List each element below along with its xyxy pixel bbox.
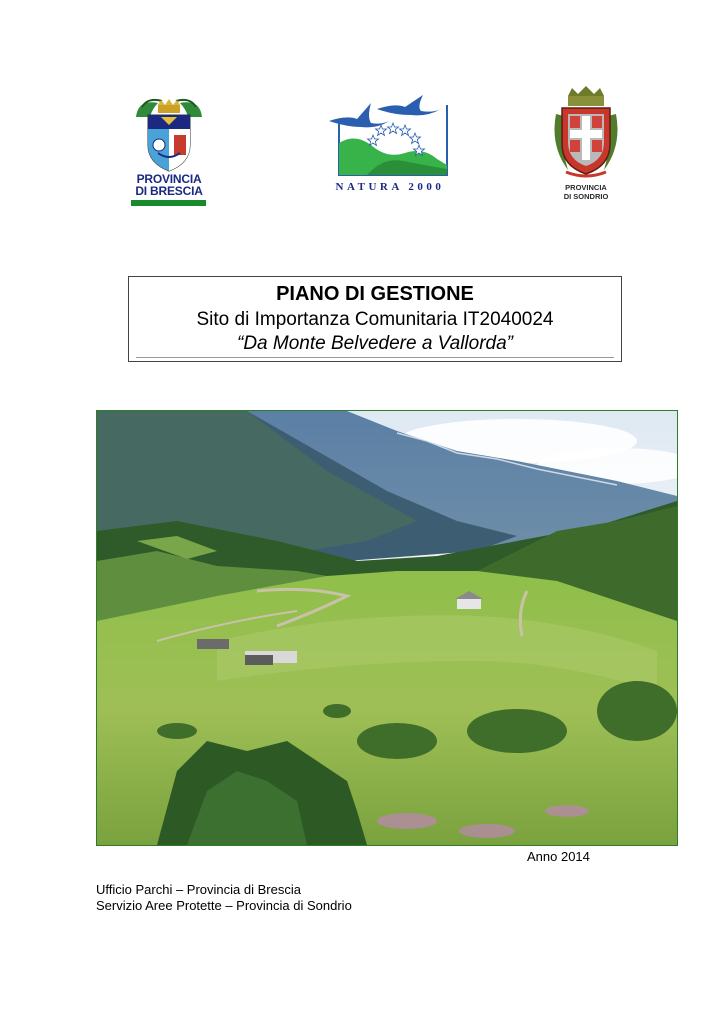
- brescia-logo-line1: PROVINCIA: [136, 172, 202, 186]
- document-subtitle: Sito di Importanza Comunitaria IT2040024: [196, 309, 554, 330]
- sondrio-logo-text: [546, 183, 626, 201]
- office-sondrio: Servizio Aree Protette – Provincia di Sondrio: [96, 898, 352, 913]
- title-box: [128, 276, 622, 362]
- provincia-sondrio-logo: [546, 86, 626, 204]
- brescia-coat-of-arms-icon: [128, 95, 210, 175]
- site-name: “Da Monte Belvedere a Vallorda”: [237, 333, 513, 354]
- sondrio-coat-of-arms-icon: [546, 86, 626, 182]
- document-year: Anno 2014: [527, 849, 590, 864]
- brescia-logo-text: [128, 173, 210, 197]
- sondrio-logo-line2: DI SONDRIO: [563, 192, 609, 201]
- title-divider: [136, 357, 614, 358]
- brescia-logo-bar: [131, 200, 206, 206]
- landscape-photo: [96, 410, 678, 846]
- natura-2000-emblem-icon: [327, 95, 453, 179]
- sondrio-logo-line1: PROVINCIA: [565, 183, 607, 192]
- provincia-brescia-logo: [128, 95, 210, 210]
- natura-2000-logo: [327, 95, 453, 199]
- document-title: PIANO DI GESTIONE: [276, 283, 474, 305]
- brescia-logo-line2: DI BRESCIA: [135, 184, 203, 198]
- natura-2000-label: NATURA 2000: [335, 181, 445, 193]
- office-brescia: Ufficio Parchi – Provincia di Brescia: [96, 882, 301, 897]
- alpine-landscape-image: [97, 411, 677, 845]
